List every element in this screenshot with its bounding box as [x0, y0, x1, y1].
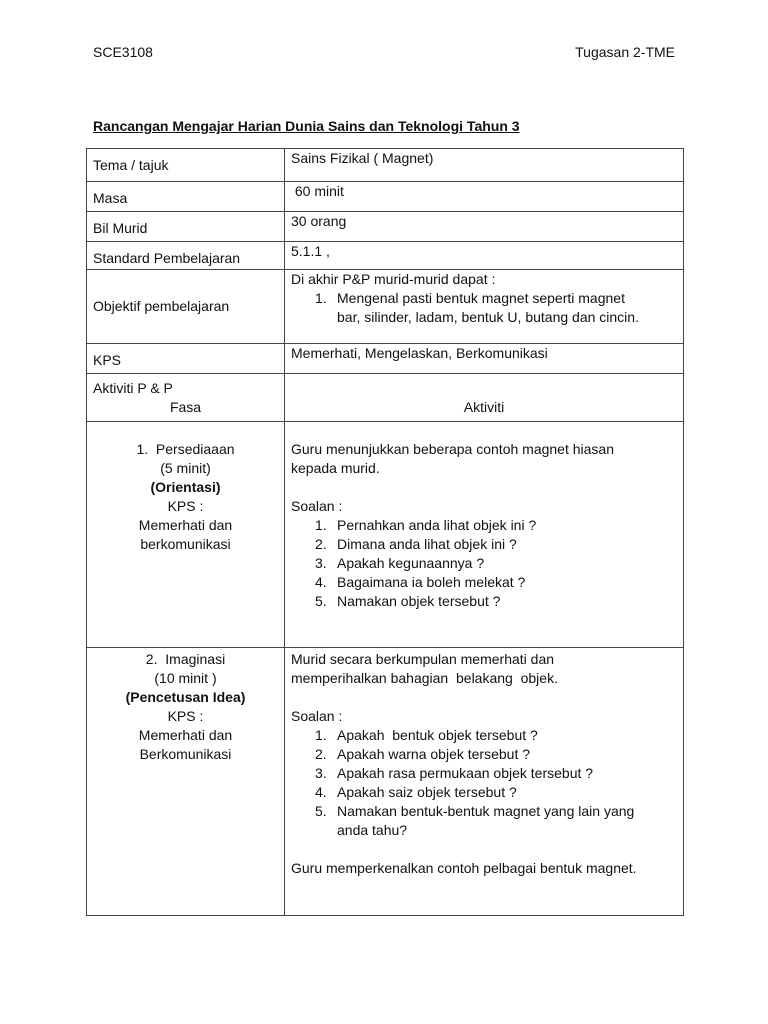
phase-1-type: (Orientasi): [150, 479, 221, 495]
phase-2-activity: [285, 648, 684, 916]
masa-label: Masa: [87, 182, 285, 212]
phase-1-activity: [285, 422, 684, 648]
question-text: Apakah kegunaannya ?: [337, 555, 485, 571]
question-number: 4.: [315, 574, 327, 590]
list-item: [291, 554, 677, 573]
phase-1-fasa: [87, 422, 285, 648]
phase-2-duration: (10 minit ): [154, 670, 217, 686]
phase-1-skill-2: berkomunikasi: [140, 536, 231, 552]
question-number: 1.: [315, 727, 327, 743]
row-aktiviti-header: [87, 374, 684, 422]
aktiviti-fasa-header: [87, 374, 285, 422]
list-item: [291, 516, 677, 535]
question-text: Apakah rasa permukaan objek tersebut ?: [337, 765, 594, 781]
objektif-item-line2: bar, silinder, ladam, bentuk U, butang dan cincin.: [337, 309, 639, 325]
question-text: Namakan objek tersebut ?: [337, 593, 501, 609]
objektif-item-number: 1.: [315, 290, 327, 306]
phase-1-duration: (5 minit): [160, 460, 211, 476]
phase-2-soalan: Soalan :: [291, 708, 343, 724]
lesson-plan-table: [86, 148, 684, 916]
list-item: [291, 535, 677, 554]
objektif-label: Objektif pembelajaran: [87, 270, 285, 344]
question-text: Bagaimana ia boleh melekat ?: [337, 574, 526, 590]
standard-label: Standard Pembelajaran: [87, 242, 285, 270]
phase-2-skill-2: Berkomunikasi: [139, 746, 232, 762]
bil-murid-label: Bil Murid: [87, 212, 285, 242]
question-text: Pernahkan anda lihat objek ini ?: [337, 517, 537, 533]
row-standard: [87, 242, 684, 270]
row-bil-murid: [87, 212, 684, 242]
row-masa: [87, 182, 684, 212]
standard-value: 5.1.1 ,: [285, 242, 684, 270]
phase-2-activity-line-2: memperihalkan bahagian belakang objek.: [291, 670, 558, 686]
objektif-item: [291, 289, 677, 327]
document-title: Rancangan Mengajar Harian Dunia Sains dan Teknologi Tahun 3: [93, 118, 520, 134]
phase-1-activity-line-2: kepada murid.: [291, 460, 380, 476]
objektif-intro: Di akhir P&P murid-murid dapat :: [291, 271, 496, 287]
question-number: 5.: [315, 803, 327, 819]
aktiviti-label: Aktiviti P & P: [93, 380, 173, 396]
question-number: 2.: [315, 746, 327, 762]
phase-1-number: 1.: [136, 441, 149, 457]
phase-2-skill-1: Memerhati dan: [138, 727, 233, 743]
question-text: Apakah warna objek tersebut ?: [337, 746, 531, 762]
assignment-label: Tugasan 2-TME: [575, 44, 675, 60]
question-text: Apakah saiz objek tersebut ?: [337, 784, 517, 800]
question-number: 1.: [315, 517, 327, 533]
question-number: 3.: [315, 555, 327, 571]
list-item: [291, 573, 677, 592]
row-kps: [87, 344, 684, 374]
tema-value: Sains Fizikal ( Magnet): [285, 149, 684, 182]
phase-2-name: Imaginasi: [165, 651, 226, 667]
phase-2-questions: [291, 726, 677, 840]
fasa-column-header: Fasa: [169, 399, 202, 415]
row-phase-1: [87, 422, 684, 648]
question-number: 5.: [315, 593, 327, 609]
phase-2-fasa: [87, 648, 285, 916]
question-text: Dimana anda lihat objek ini ?: [337, 536, 517, 552]
list-item: [291, 726, 677, 745]
question-number: 4.: [315, 784, 327, 800]
row-objektif: [87, 270, 684, 344]
objektif-value: [285, 270, 684, 344]
phase-2-type: (Pencetusan Idea): [125, 689, 246, 705]
phase-2-title: [93, 650, 278, 669]
phase-2-closing: Guru memperkenalkan contoh pelbagai bentuk magnet.: [291, 860, 637, 876]
course-code: SCE3108: [93, 44, 153, 60]
list-item: [291, 764, 677, 783]
phase-1-kps: KPS :: [167, 498, 204, 514]
aktiviti-column-header: Aktiviti: [285, 374, 684, 422]
list-item: [291, 745, 677, 764]
phase-2-activity-line-1: Murid secara berkumpulan memerhati dan: [291, 651, 555, 667]
phase-2-kps: KPS :: [167, 708, 204, 724]
objektif-list: [291, 289, 677, 327]
question-text: Apakah bentuk objek tersebut ?: [337, 727, 538, 743]
masa-value: 60 minit: [285, 182, 684, 212]
tema-label: Tema / tajuk: [87, 149, 285, 182]
list-item: [291, 592, 677, 611]
question-number: 3.: [315, 765, 327, 781]
phase-1-questions: [291, 516, 677, 611]
question-number: 2.: [315, 536, 327, 552]
kps-value: Memerhati, Mengelaskan, Berkomunikasi: [285, 344, 684, 374]
row-tema: [87, 149, 684, 182]
phase-1-activity-line-1: Guru menunjukkan beberapa contoh magnet hiasan: [291, 441, 614, 457]
question-text: Namakan bentuk-bentuk magnet yang lain yang: [337, 803, 635, 819]
phase-1-title: [93, 440, 278, 459]
list-item: [291, 802, 677, 840]
bil-murid-value: 30 orang: [285, 212, 684, 242]
kps-label: KPS: [87, 344, 285, 374]
phase-1-soalan: Soalan :: [291, 498, 343, 514]
row-phase-2: [87, 648, 684, 916]
phase-2-number: 2.: [145, 651, 158, 667]
phase-1-skill-1: Memerhati dan: [138, 517, 233, 533]
list-item: [291, 783, 677, 802]
phase-1-name: Persediaaan: [155, 441, 235, 457]
objektif-item-line1: Mengenal pasti bentuk magnet seperti magnet: [337, 290, 625, 306]
question-text-continued: anda tahu?: [337, 822, 408, 838]
